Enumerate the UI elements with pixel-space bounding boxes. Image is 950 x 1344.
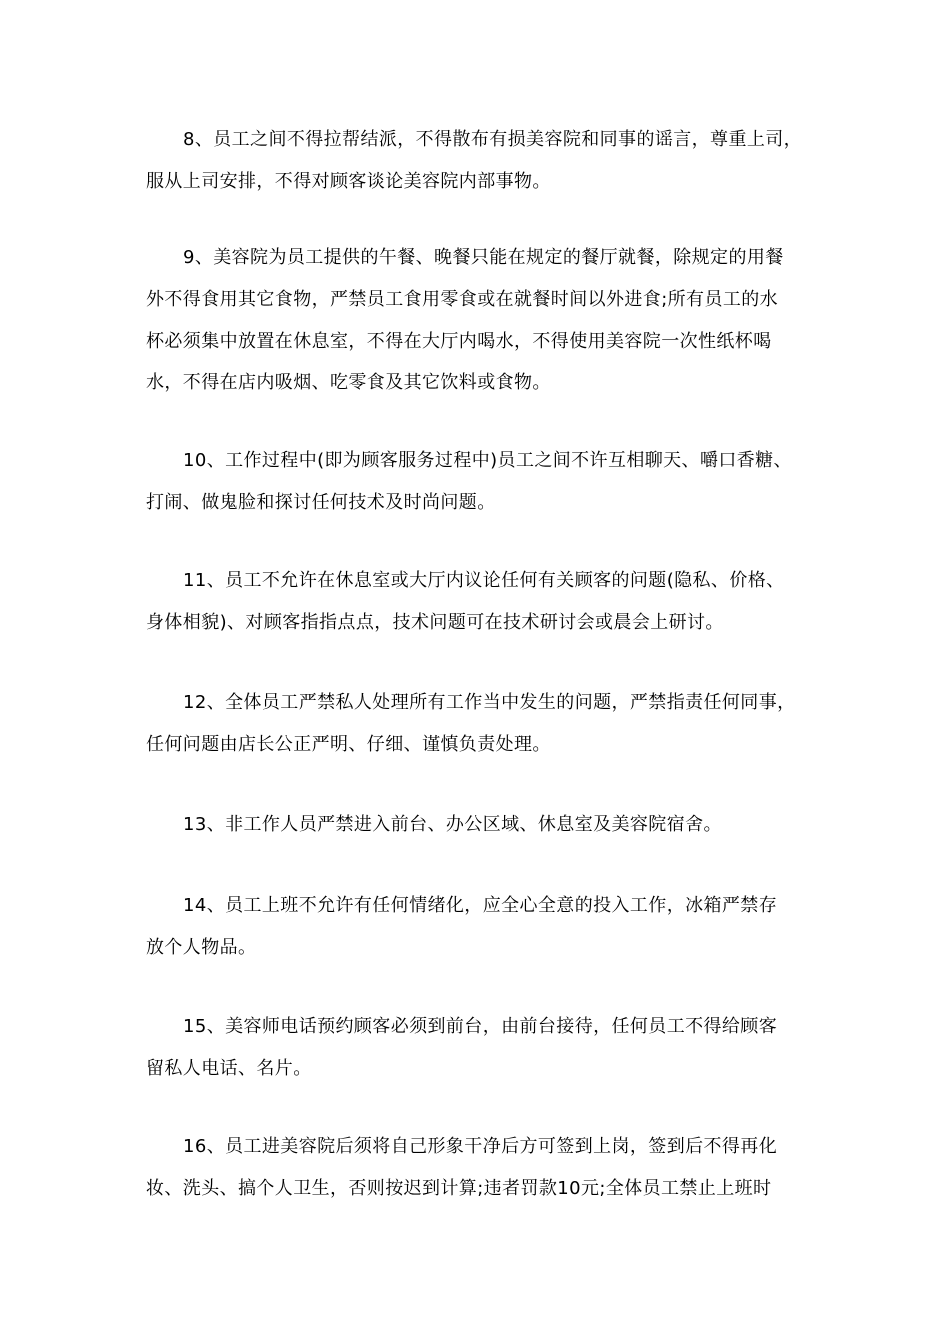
paragraph-line: 放个人物品。 [146, 937, 257, 958]
paragraph-line: 9、美容院为员工提供的午餐、晚餐只能在规定的餐厅就餐，除规定的用餐 [183, 247, 784, 268]
paragraph-line: 16、员工进美容院后须将自己形象干净后方可签到上岗，签到后不得再化 [183, 1136, 778, 1157]
paragraph-line: 14、员工上班不允许有任何情绪化，应全心全意的投入工作，冰箱严禁存 [183, 895, 778, 916]
paragraph-line: 妆、洗头、搞个人卫生，否则按迟到计算;违者罚款10元;全体员工禁止上班时 [146, 1178, 772, 1199]
paragraph-line: 水，不得在店内吸烟、吃零食及其它饮料或食物。 [146, 372, 551, 393]
paragraph-line: 杯必须集中放置在休息室，不得在大厅内喝水，不得使用美容院一次性纸杯喝 [146, 331, 772, 352]
paragraph-line: 10、工作过程中(即为顾客服务过程中)员工之间不许互相聊天、嚼口香糖、 [183, 450, 792, 471]
paragraph-line: 身体相貌)、对顾客指指点点，技术问题可在技术研讨会或晨会上研讨。 [146, 612, 724, 633]
paragraph-line: 8、员工之间不得拉帮结派，不得散布有损美容院和同事的谣言，尊重上司， [183, 129, 803, 150]
paragraph-line: 留私人电话、名片。 [146, 1058, 312, 1079]
paragraph-line: 13、非工作人员严禁进入前台、办公区域、休息室及美容院宿舍。 [183, 814, 722, 835]
paragraph-line: 打闹、做鬼脸和探讨任何技术及时尚问题。 [146, 492, 496, 513]
paragraph-line: 服从上司安排，不得对顾客谈论美容院内部事物。 [146, 171, 551, 192]
paragraph-line: 15、美容师电话预约顾客必须到前台，由前台接待，任何员工不得给顾客 [183, 1016, 778, 1037]
paragraph-line: 11、员工不允许在休息室或大厅内议论任何有关顾客的问题(隐私、价格、 [183, 570, 785, 591]
paragraph-line: 任何问题由店长公正严明、仔细、谨慎负责处理。 [146, 734, 551, 755]
paragraph-line: 12、全体员工严禁私人处理所有工作当中发生的问题，严禁指责任何同事， [183, 692, 796, 713]
paragraph-line: 外不得食用其它食物，严禁员工食用零食或在就餐时间以外进食;所有员工的水 [146, 289, 779, 310]
